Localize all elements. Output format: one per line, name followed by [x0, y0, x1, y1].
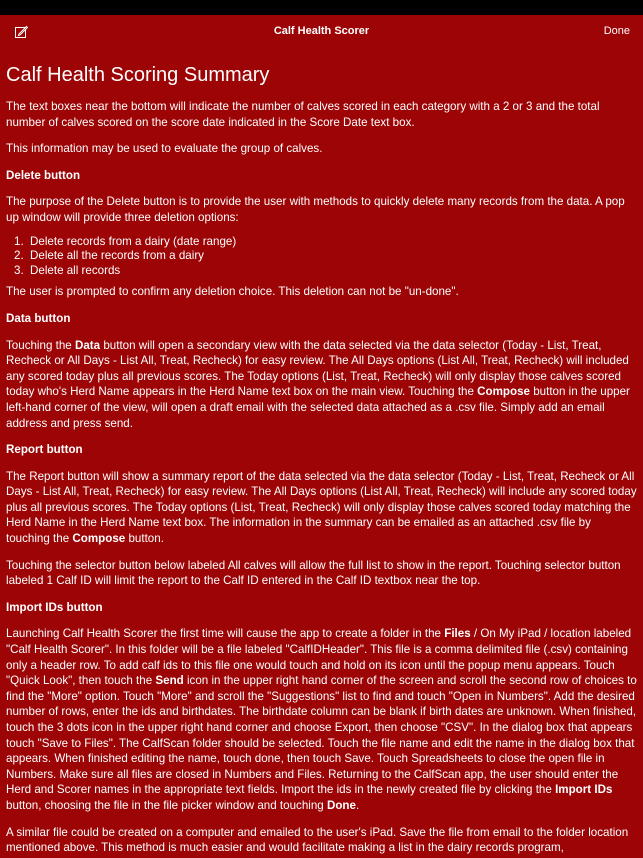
list-item: 1. Delete records from a dairy (date range): [14, 234, 237, 248]
import-alternative-paragraph: A similar file could be created on a computer and emailed to the user's iPad. Save the file from email to the folder location mentioned above. This method is much easier and would facilitate making a list in the dairy records program,: [6, 825, 629, 855]
help-content: [6, 61, 637, 858]
data-paragraph: Touching the Data button will open a secondary view with the data selected via the data selector (Today - List, Treat, Recheck or All Days - List All, Treat, Recheck) for easy review. The All Days options (List All, Treat, Recheck) will included any scored today plus all previous scores. The Today options (List, Treat, Recheck) will only display those calves scored today who's Herd Name appears in the Herd Name text box on the main view. Touching the Compose button in the upper left-hand corner of the view, will open a draft email with the selected data attached as a .csv file. Simply add an email address and press send.: [6, 338, 630, 430]
navigation-bar: [0, 15, 643, 49]
intro-paragraph-2: This information may be used to evaluate the group of calves.: [6, 142, 323, 156]
intro-paragraph: The text boxes near the bottom will indicate the number of calves scored in each category with a 2 or 3 and the total number of calves scored on the score date indicated in the Score Date text box.: [6, 100, 600, 129]
report-selector-paragraph: Touching the selector button below labeled All calves will allow the full list to show in the report. Touching selector button labeled 1 Calf ID will limit the report to the Calf ID entered in the Calf ID textbox near the top.: [6, 558, 621, 588]
delete-options-list: [6, 235, 637, 279]
delete-section-heading: Delete button: [6, 168, 81, 182]
import-section-heading: Import IDs button: [6, 600, 103, 614]
list-item: 2. Delete all the records from a dairy: [14, 249, 204, 263]
list-item: 3. Delete all records: [14, 263, 121, 277]
report-paragraph: The Report button will show a summary report of the data selected via the data selector (Today - List, Treat, Recheck or All Days - List All, Treat, Recheck) for easy review. The All Days options (List All, Treat, Recheck) will include any scored today plus all previous scores. The Today options (List, Treat, Recheck) will only display those calves scored today matching the Herd Name in the Herd Name text box. The information in the summary can be emailed as an attached .csv file by touching the Compose button.: [6, 469, 637, 546]
nav-title: Calf Health Scorer: [273, 25, 370, 37]
status-bar: [0, 0, 643, 15]
delete-confirm-paragraph: The user is prompted to confirm any deletion choice. This deletion can not be "un-done".: [6, 285, 459, 299]
data-section-heading: Data button: [6, 311, 71, 325]
page-title: Calf Health Scoring Summary: [6, 64, 270, 86]
report-section-heading: Report button: [6, 443, 83, 457]
import-paragraph: Launching Calf Health Scorer the first time will cause the app to create a folder in the Files / On My iPad / location labeled "Calf Health Scorer". In this folder will be a file labeled "CalfIDHeader". This file is a comma delimited file (.csv) containing only a header row. To add calf ids to this file one would touch and hold on its icon until the popup menu appears. Touch "Quick Look", then touch the Send icon in the upper right hand corner of the screen and scroll the second row of choices to find the "More" option. Touch "More" and scroll the "Suggestions" list to find and touch "Open in Numbers". Add the desired number of rows, enter the ids and birthdates. The birthdate column can be blank if birth dates are unknown. When finished, touch the 3 dots icon in the upper right hand corner and choose Export, then choose "CSV". In the dialog box that appears touch "Save to Files". The CalfScan folder should be selected. Touch the file name and edit the name in the dialog box that appears. When finished editing the name, touch done, then touch Save. Touch Spreadsheets to close the open file in Numbers. Make sure all files are closed in Numbers and Files. Returning to the CalfScan app, the user should enter the Herd and Scorer names in the appropriate text fields. Import the ids in the newly created file by clicking the Import IDs button, choosing the file in the file picker window and touching Done.: [6, 627, 637, 812]
delete-paragraph: The purpose of the Delete button is to provide the user with methods to quickly delete many records from the data. A pop up window will provide three deletion options:: [6, 195, 625, 224]
done-button[interactable]: Done: [603, 25, 630, 37]
